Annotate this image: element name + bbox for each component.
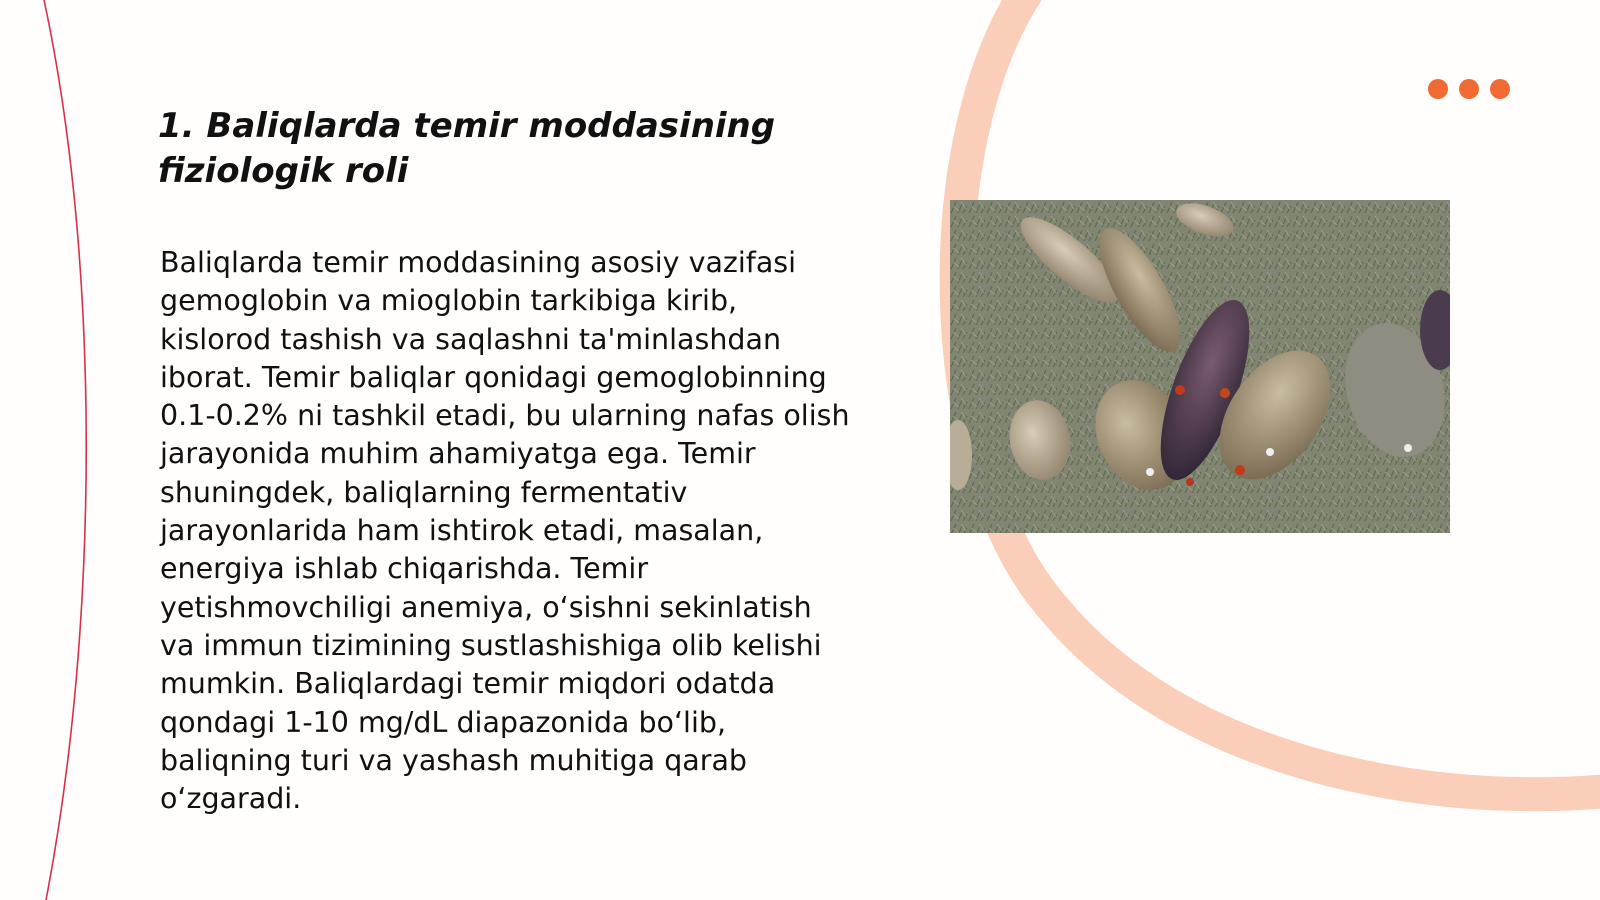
body-text: Baliqlarda temir moddasining asosiy vazifasi gemoglobin va mioglobin tarkibiga kirib, kislorod tashish va saqlashni ta'minlashdan iborat. Temir baliqlar qonidagi gemoglobinning 0.1-0.2% ni tashkil etadi, bu ularning nafas olish jarayonida muhim ahamiyatga ega. Temir shuningdek, baliqlarning fermentativ jarayonlarida ham ishtirok etadi, masalan, energiya ishlab chiqarishda. Temir yetishmovchiligi anemiya, o‘sishni sekinlatish va immun tizimining sustlashishiga olib kelishi mumkin. Baliqlardagi temir miqdori odatda qondagi 1-10 mg/dL diapazonida bo‘lib, baliqning turi va yashash muhitiga qarab o‘zgaradi. (160, 246, 850, 816)
title-line-2: fiziologik roli (158, 151, 409, 191)
dot (1459, 79, 1479, 99)
fish-photo-illustration (950, 200, 1450, 533)
left-curve-line (44, 0, 86, 900)
title-line-1: 1. Baliqlarda temir moddasining (158, 106, 776, 146)
three-dots-icon (1428, 79, 1510, 99)
fish-photo (950, 200, 1450, 533)
slide-title (158, 104, 858, 194)
dot (1490, 79, 1510, 99)
dot (1428, 79, 1448, 99)
